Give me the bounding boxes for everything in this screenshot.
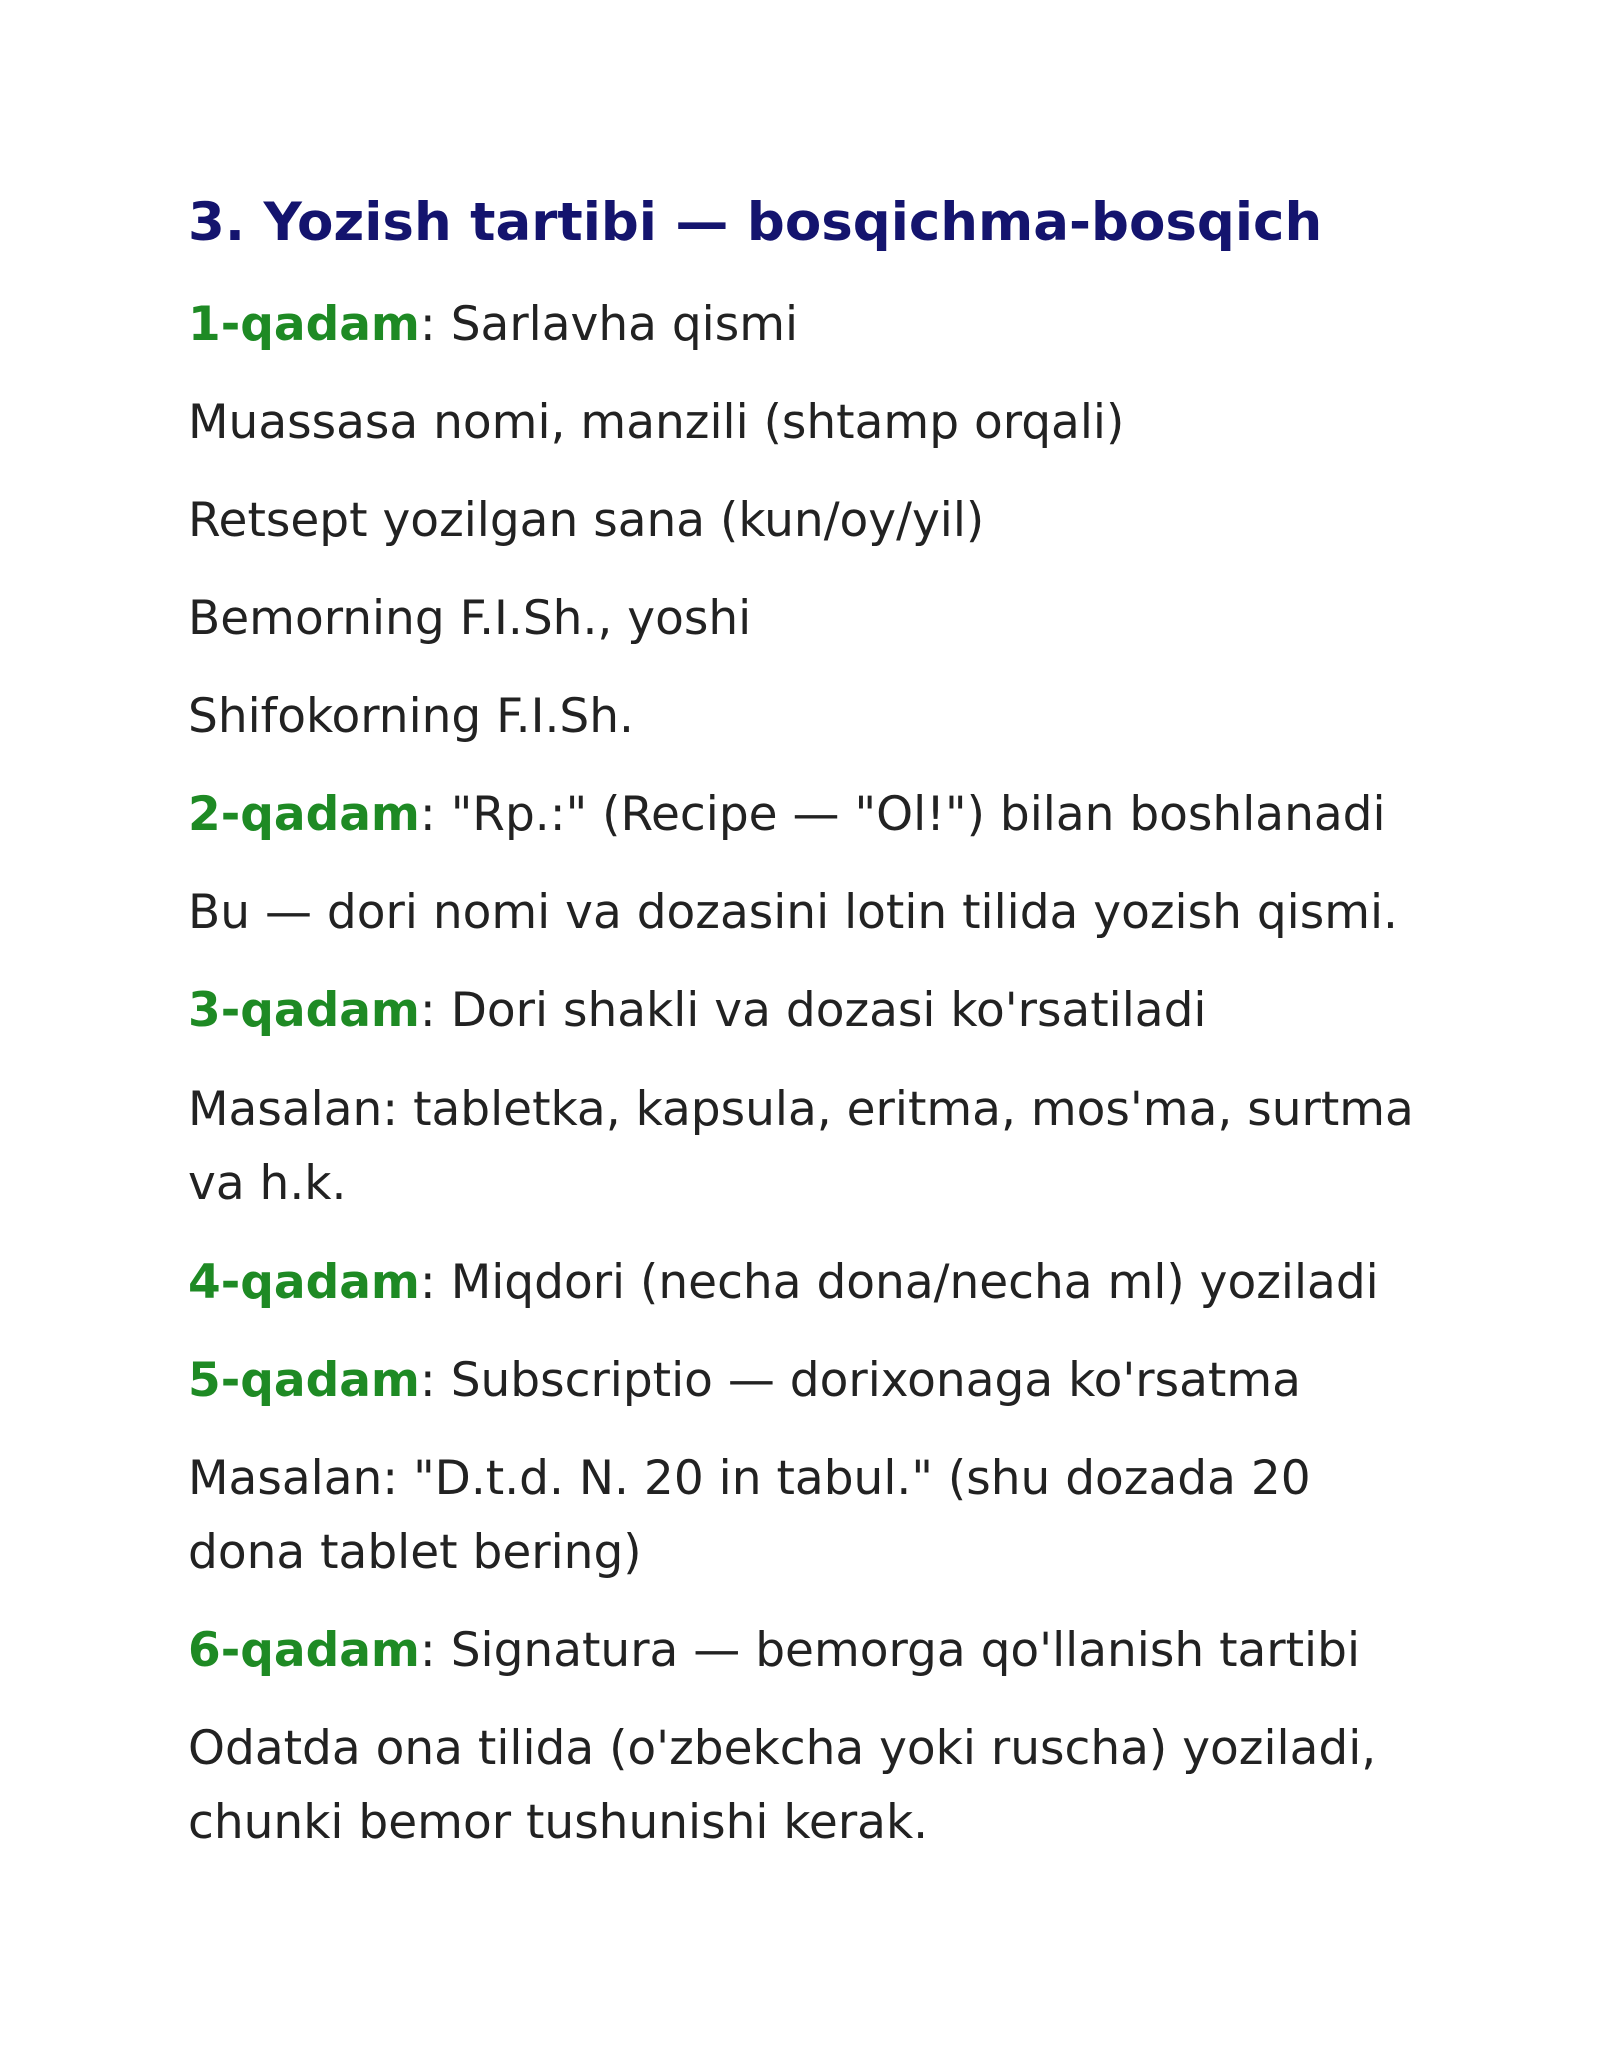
detail-signatura-language: Odatda ona tilida (o'zbekcha yoki ruscha) yoziladi, chunki bemor tushunishi kerak. [188, 1721, 1377, 1850]
step-4-colon: : [419, 1255, 451, 1310]
step-4-line [188, 1246, 1428, 1320]
step-6-line [188, 1614, 1428, 1688]
detail-subscriptio-example: Masalan: "D.t.d. N. 20 in tabul." (shu dozada 20 dona tablet bering) [188, 1451, 1311, 1580]
step-3-colon: : [419, 983, 451, 1038]
step-2-text: "Rp.:" (Recipe — "Ol!") bilan boshlanadi [450, 787, 1386, 842]
section-heading: 3. Yozish tartibi — bosqichma-bosqich [188, 192, 1323, 253]
step-5-label: 5-qadam [188, 1353, 420, 1408]
detail-patient: Bemorning F.I.Sh., yoshi [188, 591, 752, 646]
detail-institution: Muassasa nomi, manzili (shtamp orqali) [188, 395, 1125, 450]
step-6-colon: : [419, 1623, 451, 1678]
detail-dosage-forms: Masalan: tabletka, kapsula, eritma, mos'ma, surtma va h.k. [188, 1082, 1414, 1211]
detail-rp-explanation: Bu — dori nomi va dozasini lotin tilida yozish qismi. [188, 885, 1398, 940]
step-1-line [188, 288, 1428, 362]
step-5-line [188, 1344, 1428, 1418]
step-2-line [188, 778, 1428, 852]
step-4-text: Miqdori (necha dona/necha ml) yoziladi [450, 1255, 1379, 1310]
step-4-label: 4-qadam [188, 1255, 420, 1310]
step-3-label: 3-qadam [188, 983, 420, 1038]
step-6-text: Signatura — bemorga qo'llanish tartibi [450, 1623, 1361, 1678]
step-3-text: Dori shakli va dozasi ko'rsatiladi [450, 983, 1207, 1038]
step-1-label: 1-qadam [188, 297, 420, 352]
step-3-line [188, 974, 1428, 1048]
step-2-colon: : [419, 787, 451, 842]
step-5-colon: : [419, 1353, 451, 1408]
detail-date: Retsept yozilgan sana (kun/oy/yil) [188, 493, 985, 548]
step-1-colon: : [419, 297, 451, 352]
step-1-text: Sarlavha qismi [450, 297, 799, 352]
detail-doctor: Shifokorning F.I.Sh. [188, 689, 634, 744]
step-2-label: 2-qadam [188, 787, 420, 842]
step-5-text: Subscriptio — dorixonaga ko'rsatma [450, 1353, 1301, 1408]
step-6-label: 6-qadam [188, 1623, 420, 1678]
